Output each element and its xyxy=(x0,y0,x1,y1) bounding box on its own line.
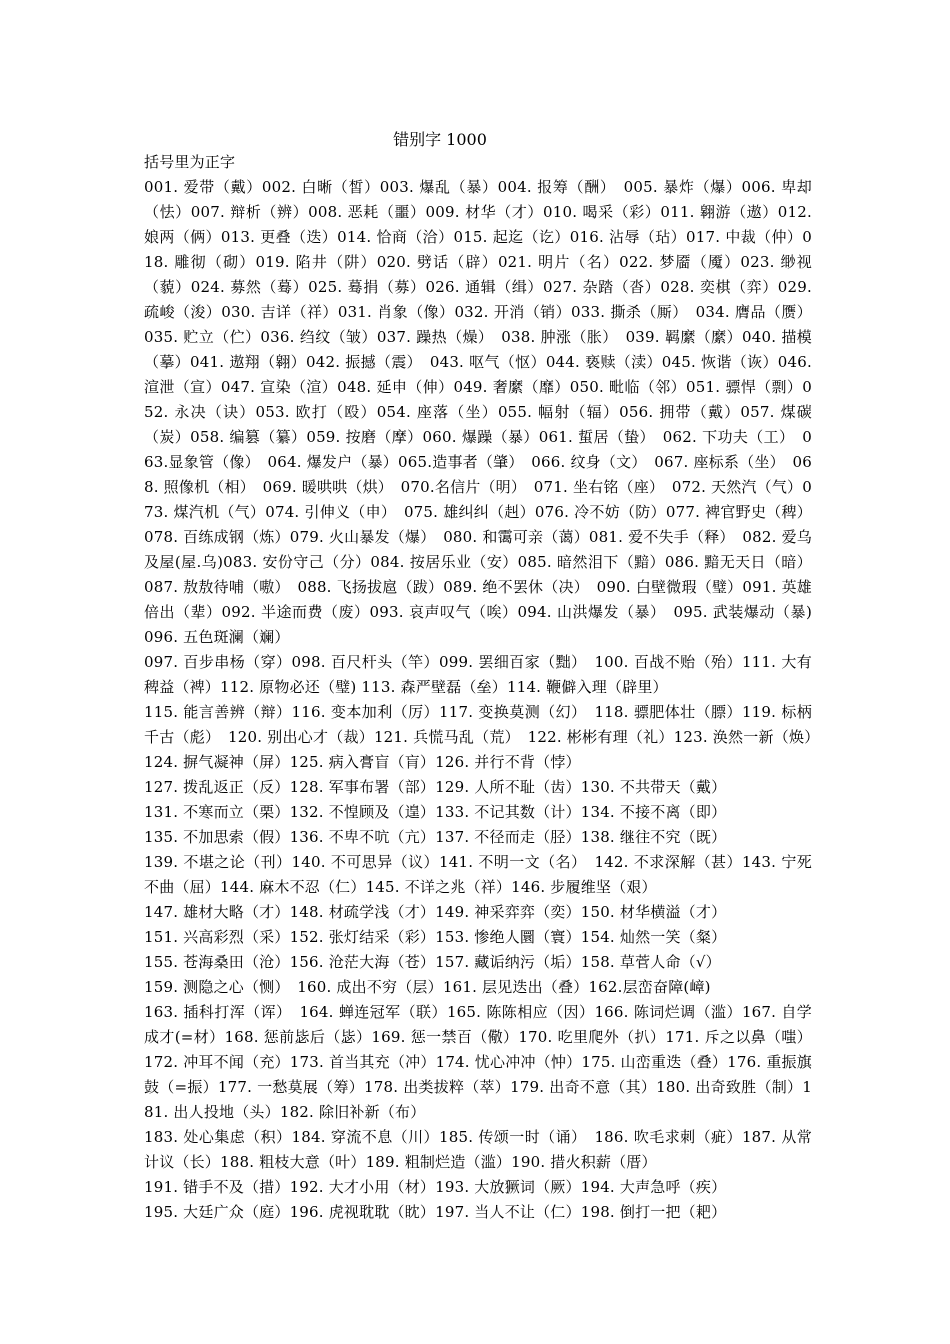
paragraph: 147. 雄材大略（才）148. 材疏学浅（才）149. 神采弈弈（奕）150. 材华横溢（才） xyxy=(144,903,727,921)
paragraph: 135. 不加思索（假）136. 不卑不吭（亢）137. 不径而走（胫）138. 继往不究（既） xyxy=(144,828,727,846)
document-body xyxy=(144,150,828,1225)
paragraph: 163. 插科打浑（诨） 164. 蝉连冠军（联）165. 陈陈相应（因）166. 陈词烂调（滥）167. 自学成才(=材）168. 惩前毖后（毖）169. 惩一禁百（儆）170. 吃里爬外（扒）171. 斥之以鼻（嗤）172. 冲耳不闻（充）173. 首当其充（冲）174. 忧心冲冲（忡）175. 山峦重迭（叠）176. 重振旗鼓（=振）177. 一愁莫展（筹）178. 出类拔粹（萃）179. 出奇不意（其）180. 出奇致胜（制）181. 出人投地（头）182. 除旧补新（布） xyxy=(144,1003,812,1121)
paragraph: 195. 大廷广众（庭）196. 虎视耽耽（眈）197. 当人不让（仁）198. 倒打一把（耙） xyxy=(144,1203,727,1221)
paragraph: 097. 百步串杨（穿）098. 百尺杆头（竿）099. 罢细百家（黜） 100. 百战不贻（殆）111. 大有稗益（裨）112. 原物必还（璧) 113. 森严壁磊（垒）114. 鞭僻入理（辟里） xyxy=(144,653,812,696)
paragraph: 155. 苍海桑田（沧）156. 沧茫大海（苍）157. 藏诟纳污（垢）158. 草菅人命（√） xyxy=(144,953,721,971)
page-title: 错别字 1000 xyxy=(393,130,487,149)
paragraph: 139. 不堪之论（刊）140. 不可思异（议）141. 不明一文（名） 142. 不求深解（甚）143. 宁死不曲（屈）144. 麻木不忍（仁）145. 不详之兆（祥）146. 步履维坚（艰） xyxy=(144,853,812,896)
paragraph: 183. 处心集虑（积）184. 穿流不息（川）185. 传颂一时（诵） 186. 吹毛求刺（疵）187. 从常计议（长）188. 粗枝大意（叶）189. 粗制烂造（滥）190. 措火积薪（厝） xyxy=(144,1128,812,1171)
paragraph: 159. 测隐之心（恻） 160. 成出不穷（层）161. 层见迭出（叠）162.层峦奋障(嶂) xyxy=(144,978,711,996)
paragraph: 151. 兴高彩烈（采）152. 张灯结采（彩）153. 惨绝人圜（寰）154. 灿然一笑（粲） xyxy=(144,928,727,946)
subtitle-line: 括号里为正字 xyxy=(144,153,236,171)
paragraph: 131. 不寒而立（栗）132. 不惶顾及（遑）133. 不记其数（计）134. 不接不离（即） xyxy=(144,803,727,821)
paragraph: 001. 爱带（戴）002. 白晰（皙）003. 爆乱（暴）004. 报筹（酬） 005. 暴炸（爆）006. 卑却（怯）007. 辩析（辨）008. 恶耗（噩）009. 材华（才）010. 喝采（彩）011. 翱游（遨）012. 娘两（俩）013. 更叠（迭）014. 恰商（洽）015. 起迄（讫）016. 沾辱（玷）017. 中裁（仲）018. 雕彻（砌）019. 陷井（阱）020. 劈话（辟）021. 明片（名）022. 梦靥（魇）023. 缈视（藐）024. 募然（蓦）025. 蓦捐（募）026. 通辑（缉）027. 杂踏（沓）028. 奕棋（弈）029. 疏峻（浚）030. 吉详（祥）031. 肖象（像）032. 开消（销）033. 撕杀（厮） 034. 膺品（赝）035. 贮立（伫）036. 绉纹（皱）037. 躁热（燥） 038. 肿涨（胀） 039. 羁縻（縻）040. 描模（摹）041. 遨翔（翱）042. 振撼（震） 043. 呕气（怄）044. 亵赎（渎）045. 恢谐（诙）046. 渲泄（宣）047. 宣染（渲）048. 延申（伸）049. 奢縻（靡）050. 毗临（邻）051. 骠悍（剽）052. 永决（诀）053. 欧打（殴）054. 座落（坐）055. 幅射（辐）056. 拥带（戴）057. 煤碳（炭）058. 编篡（纂）059. 按磨（摩）060. 爆躁（暴）061. 蜇居（蛰） 062. 下功夫（工） 063.显象管（像） 064. 爆发户（暴）065.造事者（肇） 066. 纹身（文） 067. 座标系（坐） 068. 照像机（相） 069. 暖哄哄（烘） 070.名信片（明） 071. 坐右铭（座） 072. 天然汽（气）073. 煤汽机（气）074. 引伸义（申） 075. 雄纠纠（赳）076. 冷不妨（防）077. 裨官野史（稗）078. 百练成钢（炼）079. 火山暴发（爆） 080. 和霭可亲（蔼）081. 爱不失手（释） 082. 爱乌及屋(屋.乌)083. 安份守己（分）084. 按居乐业（安）085. 暗然泪下（黯）086. 黯无天日（暗）087. 敖敖待哺（嗷） 088. 飞扬拔扈（跋）089. 绝不罢休（决） 090. 白壁微瑕（璧）091. 英雄倍出（辈）092. 半途而费（废）093. 哀声叹气（唉）094. 山洪爆发（暴） 095. 武装爆动（暴) 096. 五色斑澜（斓） xyxy=(144,178,828,646)
paragraph: 191. 错手不及（措）192. 大才小用（材）193. 大放獗词（厥）194. 大声急呼（疾） xyxy=(144,1178,727,1196)
paragraph: 127. 拨乱返正（反）128. 军事布署（部）129. 人所不耻（齿）130. 不共带天（戴） xyxy=(144,778,727,796)
paragraph: 115. 能言善辨（辩）116. 变本加利（厉）117. 变换莫测（幻） 118. 骠肥体壮（膘）119. 标柄千古（彪） 120. 别出心才（裁）121. 兵慌马乱（荒） 122. 彬彬有理（礼）123. 涣然一新（焕）124. 摒气凝神（屏）125. 病入膏盲（肓）126. 并行不背（悖） xyxy=(144,703,812,771)
